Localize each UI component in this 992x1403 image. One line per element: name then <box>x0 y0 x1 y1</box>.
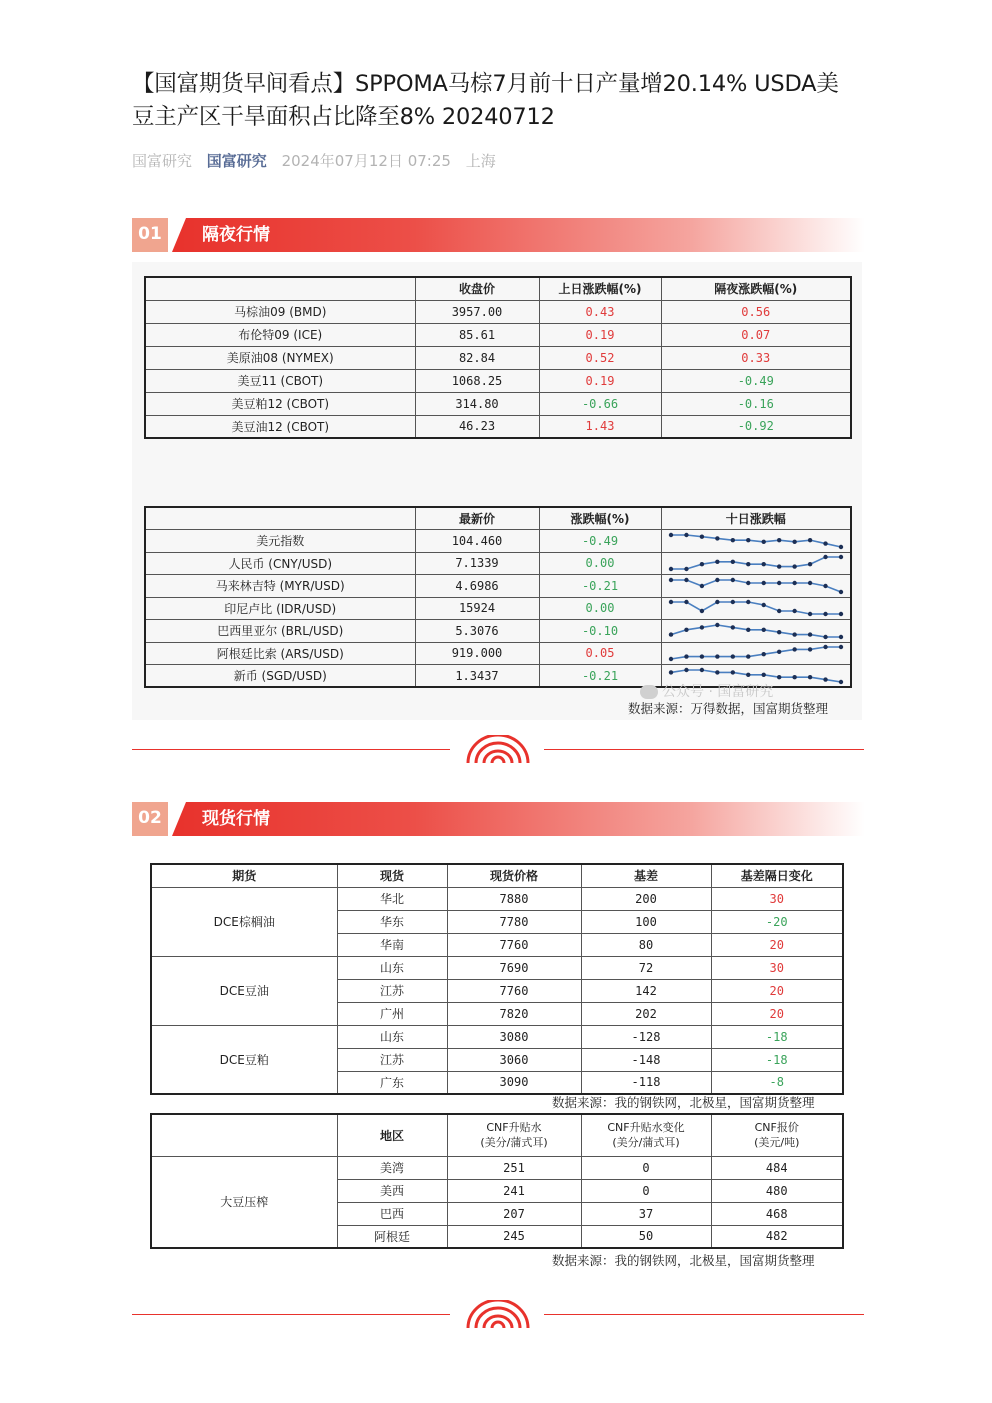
header-cell: 期货 <box>151 864 337 887</box>
sparkline-cell <box>661 620 851 643</box>
article-meta <box>132 150 506 171</box>
table-row <box>151 1156 843 1179</box>
sparkline <box>667 621 845 641</box>
cnf-region: 美湾 <box>337 1156 447 1179</box>
spot-region: 江苏 <box>337 979 447 1002</box>
close-price: 85.61 <box>415 323 539 346</box>
header-cell: 上日涨跌幅(%) <box>539 277 661 300</box>
divider-line-right <box>544 749 864 750</box>
table-row <box>151 956 843 979</box>
spot-price: 7880 <box>447 887 581 910</box>
sparkline-point <box>823 555 827 559</box>
basis-change: -18 <box>711 1048 843 1071</box>
close-price: 314.80 <box>415 392 539 415</box>
table-row <box>151 1025 843 1048</box>
instrument-name: 美原油08 (NYMEX) <box>145 346 415 369</box>
sparkline <box>667 576 845 596</box>
sparkline-cell <box>661 530 851 553</box>
sparkline-point <box>761 603 765 607</box>
header-cell <box>145 507 415 530</box>
night-change: -0.49 <box>661 369 851 392</box>
section-header-overnight <box>132 218 865 252</box>
spot-region: 广州 <box>337 1002 447 1025</box>
close-price: 82.84 <box>415 346 539 369</box>
sparkline-point <box>715 578 719 582</box>
night-change: 0.07 <box>661 323 851 346</box>
data-source-note: 数据来源：万得数据，国富期货整理 <box>628 701 829 716</box>
sparkline-line <box>671 602 841 614</box>
basis: 80 <box>581 933 711 956</box>
instrument-name: 马棕油09 (BMD) <box>145 300 415 323</box>
sparkline-cell <box>661 597 851 620</box>
publish-location: 上海 <box>465 152 496 170</box>
basis: 142 <box>581 979 711 1002</box>
table-row <box>145 392 851 415</box>
cnf-premium-change: 37 <box>581 1202 711 1225</box>
basis-change: 30 <box>711 956 843 979</box>
prev-change: 0.19 <box>539 369 661 392</box>
sparkline-point <box>823 541 827 545</box>
table-header-row <box>145 507 851 530</box>
sparkline-point <box>839 645 843 649</box>
spot-price: 7820 <box>447 1002 581 1025</box>
sparkline-point <box>777 609 781 613</box>
prev-change: 0.19 <box>539 323 661 346</box>
night-change: -0.16 <box>661 392 851 415</box>
sparkline-point <box>761 672 765 676</box>
publish-datetime: 2024年07月12日 07:25 <box>281 152 451 170</box>
sparkline-point <box>684 627 688 631</box>
header-cell: 涨跌幅(%) <box>539 507 661 530</box>
section-band <box>172 802 865 836</box>
latest-price: 5.3076 <box>415 620 539 643</box>
section-number: 01 <box>132 218 168 252</box>
sparkline-point <box>761 539 765 543</box>
section-header-spot <box>132 802 865 836</box>
sparkline-point <box>823 677 827 681</box>
sparkline <box>667 531 845 551</box>
sparkline-point <box>699 562 703 566</box>
basis: 72 <box>581 956 711 979</box>
spot-region: 华东 <box>337 910 447 933</box>
cnf-table <box>150 1113 844 1249</box>
sparkline-cell <box>661 575 851 598</box>
price-change: -0.21 <box>539 575 661 598</box>
sparkline-point <box>746 655 750 659</box>
basis-change: -18 <box>711 1025 843 1048</box>
currency-name: 新币 (SGD/USD) <box>145 665 415 688</box>
wechat-icon <box>640 685 658 699</box>
table-header-row <box>151 864 843 887</box>
sparkline-point <box>669 657 673 661</box>
sparkline-point <box>808 675 812 679</box>
sparkline-point <box>730 578 734 582</box>
sparkline-point <box>684 567 688 571</box>
header-cell: CNF升贴水 (美分/蒲式耳) <box>447 1114 581 1156</box>
section-title: 隔夜行情 <box>202 225 270 245</box>
sparkline-point <box>715 670 719 674</box>
basis-change: 20 <box>711 1002 843 1025</box>
basis: 100 <box>581 910 711 933</box>
latest-price: 104.460 <box>415 530 539 553</box>
cnf-price: 480 <box>711 1179 843 1202</box>
spot-price-table <box>150 863 844 1095</box>
sparkline-point <box>746 562 750 566</box>
instrument-name: 布伦特09 (ICE) <box>145 323 415 346</box>
night-change: 0.56 <box>661 300 851 323</box>
basis-change: 20 <box>711 933 843 956</box>
group-name: 大豆压榨 <box>151 1156 337 1248</box>
sparkline-point <box>715 560 719 564</box>
price-change: -0.21 <box>539 665 661 688</box>
instrument-name: 美豆粕12 (CBOT) <box>145 392 415 415</box>
sparkline-point <box>761 581 765 585</box>
sparkline-point <box>808 632 812 636</box>
sparkline-point <box>761 562 765 566</box>
sparkline-point <box>808 538 812 542</box>
sparkline-point <box>699 655 703 659</box>
header-cell: 地区 <box>337 1114 447 1156</box>
table-row <box>145 346 851 369</box>
price-change: 0.00 <box>539 597 661 620</box>
night-change: -0.92 <box>661 415 851 438</box>
sparkline-point <box>839 635 843 639</box>
author-name: 国富研究 <box>132 152 193 170</box>
spot-region: 山东 <box>337 956 447 979</box>
header-cell: CNF报价 (美元/吨) <box>711 1114 843 1156</box>
sparkline-point <box>730 655 734 659</box>
sparkline-point <box>715 536 719 540</box>
currency-name: 巴西里亚尔 (BRL/USD) <box>145 620 415 643</box>
sparkline-line <box>671 535 841 547</box>
sparkline-point <box>761 652 765 656</box>
sparkline-cell <box>661 552 851 575</box>
sparkline-point <box>761 627 765 631</box>
sparkline-point <box>792 609 796 613</box>
sparkline-point <box>823 645 827 649</box>
sparkline-point <box>669 578 673 582</box>
data-source-note: 数据来源：我的钢铁网，北极星，国富期货整理 <box>552 1253 815 1268</box>
sparkline-point <box>777 538 781 542</box>
spot-price: 7690 <box>447 956 581 979</box>
section-band <box>172 218 865 252</box>
table-row <box>145 300 851 323</box>
header-cell: 十日涨跌幅 <box>661 507 851 530</box>
divider-line-right <box>544 1314 864 1315</box>
instrument-name: 美豆油12 (CBOT) <box>145 415 415 438</box>
header-cell <box>145 277 415 300</box>
sparkline-line <box>671 647 841 659</box>
sparkline-point <box>669 632 673 636</box>
futures-name: DCE豆油 <box>151 956 337 1025</box>
divider-line-left <box>132 749 450 750</box>
spot-price: 3080 <box>447 1025 581 1048</box>
currency-name: 美元指数 <box>145 530 415 553</box>
cnf-price: 482 <box>711 1225 843 1248</box>
table-header-row <box>145 277 851 300</box>
sparkline-point <box>823 612 827 616</box>
cnf-region: 阿根廷 <box>337 1225 447 1248</box>
spot-region: 广东 <box>337 1071 447 1094</box>
sparkline-cell <box>661 642 851 665</box>
basis: -128 <box>581 1025 711 1048</box>
cnf-premium: 245 <box>447 1225 581 1248</box>
sparkline-point <box>684 655 688 659</box>
spot-price: 3060 <box>447 1048 581 1071</box>
table-header-row <box>151 1114 843 1156</box>
sparkline-point <box>699 609 703 613</box>
table-row <box>145 552 851 575</box>
table-row <box>145 620 851 643</box>
sparkline-point <box>839 590 843 594</box>
prev-change: 1.43 <box>539 415 661 438</box>
sparkline-point <box>808 581 812 585</box>
spot-region: 华北 <box>337 887 447 910</box>
spot-price: 7760 <box>447 933 581 956</box>
sparkline-point <box>669 567 673 571</box>
sparkline-point <box>792 581 796 585</box>
cnf-premium-change: 0 <box>581 1179 711 1202</box>
fx-table <box>144 506 852 688</box>
sparkline-point <box>669 533 673 537</box>
sparkline <box>667 598 845 618</box>
latest-price: 15924 <box>415 597 539 620</box>
sparkline-point <box>699 534 703 538</box>
spot-region: 华南 <box>337 933 447 956</box>
header-cell: CNF升贴水变化 (美分/蒲式耳) <box>581 1114 711 1156</box>
sparkline-point <box>777 630 781 634</box>
sparkline-point <box>746 627 750 631</box>
sparkline-point <box>730 670 734 674</box>
sparkline-point <box>699 625 703 629</box>
sparkline-point <box>746 600 750 604</box>
sparkline-point <box>684 667 688 671</box>
watermark <box>640 681 773 701</box>
currency-name: 马来林吉特 (MYR/USD) <box>145 575 415 598</box>
sparkline-point <box>839 612 843 616</box>
sparkline-point <box>808 612 812 616</box>
sparkline-point <box>730 625 734 629</box>
header-cell: 基差隔日变化 <box>711 864 843 887</box>
watermark-text: 公众号 · 国富研究 <box>662 684 774 700</box>
sparkline <box>667 643 845 663</box>
table-row <box>145 415 851 438</box>
table-row <box>151 887 843 910</box>
cnf-price: 484 <box>711 1156 843 1179</box>
latest-price: 7.1339 <box>415 552 539 575</box>
section-number: 02 <box>132 802 168 836</box>
futures-name: DCE豆粕 <box>151 1025 337 1094</box>
sparkline-point <box>839 555 843 559</box>
sparkline-point <box>792 565 796 569</box>
table-row <box>145 642 851 665</box>
sparkline-point <box>669 670 673 674</box>
cnf-premium: 207 <box>447 1202 581 1225</box>
divider-line-left <box>132 1314 450 1315</box>
header-cell: 隔夜涨跌幅(%) <box>661 277 851 300</box>
header-cell: 现货价格 <box>447 864 581 887</box>
futures-name: DCE棕榈油 <box>151 887 337 956</box>
close-price: 3957.00 <box>415 300 539 323</box>
sparkline-point <box>730 560 734 564</box>
sparkline-point <box>669 600 673 604</box>
section-divider <box>132 735 864 765</box>
spot-price: 3090 <box>447 1071 581 1094</box>
sparkline-point <box>715 655 719 659</box>
price-change: 0.00 <box>539 552 661 575</box>
header-cell <box>151 1114 337 1156</box>
sparkline-point <box>839 545 843 549</box>
spot-price: 7760 <box>447 979 581 1002</box>
cnf-price: 468 <box>711 1202 843 1225</box>
sparkline-point <box>699 584 703 588</box>
night-change: 0.33 <box>661 346 851 369</box>
account-link[interactable]: 国富研究 <box>206 152 267 170</box>
latest-price: 4.6986 <box>415 575 539 598</box>
table-row <box>145 530 851 553</box>
currency-name: 人民币 (CNY/USD) <box>145 552 415 575</box>
sparkline-point <box>777 650 781 654</box>
cnf-region: 巴西 <box>337 1202 447 1225</box>
sparkline-point <box>684 578 688 582</box>
close-price: 1068.25 <box>415 369 539 392</box>
basis: -148 <box>581 1048 711 1071</box>
header-cell: 最新价 <box>415 507 539 530</box>
sparkline-line <box>671 557 841 569</box>
cnf-premium: 241 <box>447 1179 581 1202</box>
close-price: 46.23 <box>415 415 539 438</box>
sparkline-point <box>808 562 812 566</box>
sparkline-point <box>792 539 796 543</box>
table-row <box>145 597 851 620</box>
sparkline-point <box>715 623 719 627</box>
header-cell: 基差 <box>581 864 711 887</box>
cnf-premium-change: 50 <box>581 1225 711 1248</box>
instrument-name: 美豆11 (CBOT) <box>145 369 415 392</box>
section-title: 现货行情 <box>202 809 270 829</box>
cloud-ornament-icon <box>466 735 530 765</box>
basis-change: 30 <box>711 887 843 910</box>
table-row <box>145 323 851 346</box>
overnight-table <box>144 276 852 439</box>
cloud-ornament-icon <box>466 1300 530 1330</box>
table-row <box>145 575 851 598</box>
basis: 200 <box>581 887 711 910</box>
sparkline-line <box>671 580 841 592</box>
section-divider <box>132 1300 864 1330</box>
sparkline-point <box>746 538 750 542</box>
sparkline-point <box>684 533 688 537</box>
data-source-note: 数据来源：我的钢铁网，北极星，国富期货整理 <box>552 1095 815 1110</box>
sparkline-point <box>839 679 843 683</box>
sparkline-point <box>777 565 781 569</box>
basis: 202 <box>581 1002 711 1025</box>
prev-change: 0.52 <box>539 346 661 369</box>
prev-change: 0.43 <box>539 300 661 323</box>
sparkline-point <box>715 600 719 604</box>
spot-price: 7780 <box>447 910 581 933</box>
article-title: 【国富期货早间看点】SPPOMA马棕7月前十日产量增20.14% USDA美豆主产区干旱面积占比降至8% 20240712 <box>132 71 839 130</box>
sparkline-line <box>671 670 841 682</box>
sparkline-point <box>777 581 781 585</box>
sparkline-point <box>730 600 734 604</box>
sparkline-point <box>823 635 827 639</box>
header-cell: 收盘价 <box>415 277 539 300</box>
sparkline-point <box>777 675 781 679</box>
price-change: -0.10 <box>539 620 661 643</box>
spot-region: 山东 <box>337 1025 447 1048</box>
price-change: 0.05 <box>539 642 661 665</box>
latest-price: 919.000 <box>415 642 539 665</box>
currency-name: 阿根廷比索 (ARS/USD) <box>145 642 415 665</box>
sparkline-point <box>699 667 703 671</box>
sparkline-line <box>671 625 841 637</box>
sparkline-point <box>792 632 796 636</box>
latest-price: 1.3437 <box>415 665 539 688</box>
sparkline-point <box>823 584 827 588</box>
sparkline-point <box>792 675 796 679</box>
spot-region: 江苏 <box>337 1048 447 1071</box>
basis-change: -8 <box>711 1071 843 1094</box>
price-change: -0.49 <box>539 530 661 553</box>
sparkline-point <box>746 581 750 585</box>
cnf-premium-change: 0 <box>581 1156 711 1179</box>
sparkline-point <box>792 647 796 651</box>
prev-change: -0.66 <box>539 392 661 415</box>
basis: -118 <box>581 1071 711 1094</box>
sparkline-point <box>746 672 750 676</box>
sparkline-point <box>730 538 734 542</box>
header-cell: 现货 <box>337 864 447 887</box>
basis-change: -20 <box>711 910 843 933</box>
cnf-region: 美西 <box>337 1179 447 1202</box>
cnf-premium: 251 <box>447 1156 581 1179</box>
sparkline <box>667 553 845 573</box>
currency-name: 印尼卢比 (IDR/USD) <box>145 597 415 620</box>
basis-change: 20 <box>711 979 843 1002</box>
sparkline-point <box>684 600 688 604</box>
table-row <box>145 369 851 392</box>
sparkline-point <box>808 647 812 651</box>
